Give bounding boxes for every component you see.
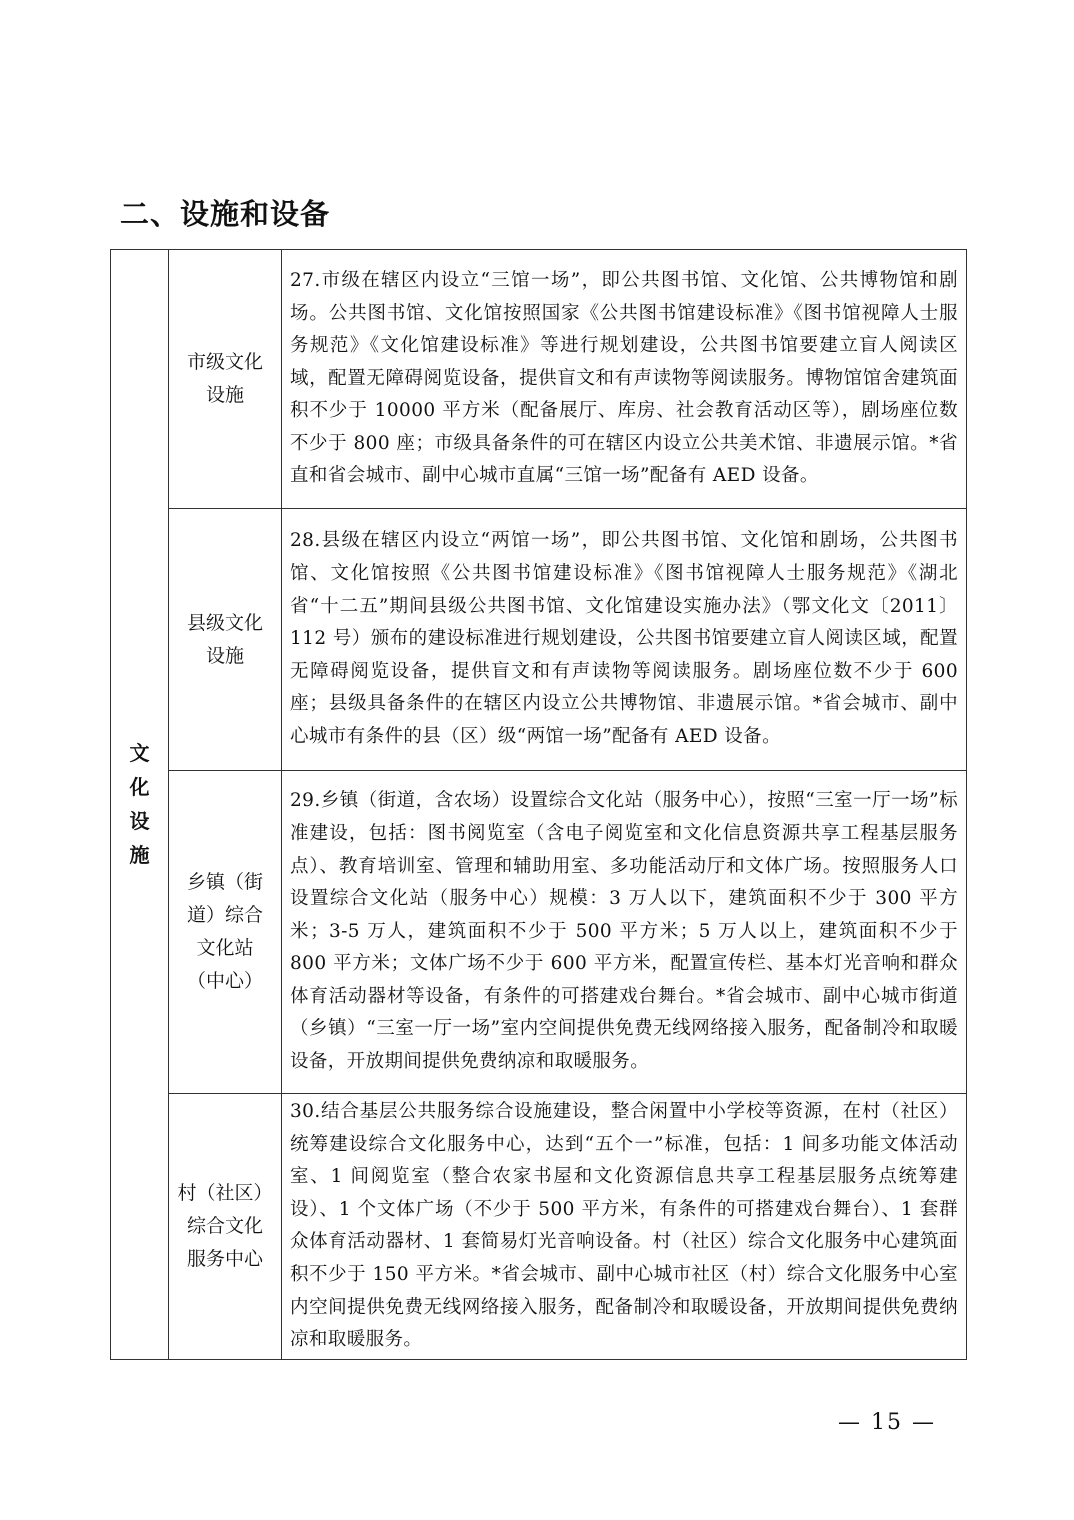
subcategory-line: 市级文化	[186, 351, 263, 373]
subcategory-line: 县级文化	[186, 611, 263, 634]
category-char: 文	[129, 741, 150, 766]
subcategory-cell	[169, 1094, 282, 1360]
description-cell: 30.结合基层公共服务综合设施建设，整合闲置中小学校等资源，在村（社区）统筹建设综合文化服务中心，达到“五个一”标准，包括：1 间多功能文体活动室、1 间阅览室（整合农家书屋和文化资源信息共享工程基层服务点统筹建设）、1 个文体广场（不少于 500 平方米，有条件的可搭建戏台舞台）、1 套群众体育活动器材、1 套简易灯光音响设备。村（社区）综合文化服务中心建筑面积不少于 150 平方米。*省会城市、副中心城市社区（村）综合文化服务中心室内空间提供免费无线网络接入服务，配备制冷和取暖设备，开放期间提供免费纳凉和取暖服务。	[282, 1094, 967, 1360]
subcategory-line: 道）综合	[186, 904, 263, 926]
subcategory-line: （中心）	[186, 970, 263, 992]
facilities-table	[110, 249, 967, 1360]
subcategory-line: 乡镇（街	[186, 871, 263, 893]
description-cell: 29.乡镇（街道，含农场）设置综合文化站（服务中心），按照“三室一厅一场”标准建设，包括：图书阅览室（含电子阅览室和文化信息资源共享工程基层服务点）、教育培训室、管理和辅助用室、多功能活动厅和文体广场。按照服务人口设置综合文化站（服务中心）规模：3 万人以下，建筑面积不少于 300 平方米；3-5 万人，建筑面积不少于 500 平方米；5 万人以上，建筑面积不少于 800 平方米；文体广场不少于 600 平方米，配置宣传栏、基本灯光音响和群众体育活动器材等设备，有条件的可搭建戏台舞台。*省会城市、副中心城市街道（乡镇）“三室一厅一场”室内空间提供免费无线网络接入服务，配备制冷和取暖设备，开放期间提供免费纳凉和取暖服务。	[282, 771, 967, 1094]
subcategory-cell	[169, 771, 282, 1094]
category-char: 化	[129, 775, 150, 800]
table-row	[111, 1094, 967, 1360]
table-row	[111, 509, 967, 771]
section-heading: 二、设施和设备	[120, 197, 331, 231]
subcategory-line: 综合文化	[186, 1214, 263, 1237]
subcategory-cell	[169, 509, 282, 771]
subcategory-line: 设施	[205, 384, 244, 406]
category-cell	[111, 250, 169, 1360]
subcategory-line: 设施	[205, 644, 244, 667]
category-char: 设	[129, 809, 150, 834]
table-row	[111, 771, 967, 1094]
page-number: — 15 —	[838, 1410, 936, 1435]
subcategory-line: 文化站	[196, 937, 254, 959]
subcategory-line: 服务中心	[186, 1247, 263, 1270]
description-cell: 28.县级在辖区内设立“两馆一场”，即公共图书馆、文化馆和剧场，公共图书馆、文化馆按照《公共图书馆建设标准》《图书馆视障人士服务规范》《湖北省“十二五”期间县级公共图书馆、文化馆建设实施办法》（鄂文化文〔2011〕112 号）颁布的建设标准进行规划建设，公共图书馆要建立盲人阅读区域，配置无障碍阅览设备，提供盲文和有声读物等阅读服务。剧场座位数不少于 600 座；县级具备条件的在辖区内设立公共博物馆、非遗展示馆。*省会城市、副中心城市有条件的县（区）级“两馆一场”配备有 AED 设备。	[282, 509, 967, 771]
category-char: 施	[129, 843, 150, 868]
subcategory-line: 村（社区）	[177, 1181, 273, 1204]
table-row	[111, 250, 967, 509]
description-cell: 27.市级在辖区内设立“三馆一场”，即公共图书馆、文化馆、公共博物馆和剧场。公共图书馆、文化馆按照国家《公共图书馆建设标准》《图书馆视障人士服务规范》《文化馆建设标准》等进行规划建设，公共图书馆要建立盲人阅读区域，配置无障碍阅览设备，提供盲文和有声读物等阅读服务。博物馆馆舍建筑面积不少于 10000 平方米（配备展厅、库房、社会教育活动区等），剧场座位数不少于 800 座；市级具备条件的可在辖区内设立公共美术馆、非遗展示馆。*省直和省会城市、副中心城市直属“三馆一场”配备有 AED 设备。	[282, 250, 967, 509]
subcategory-cell	[169, 250, 282, 509]
